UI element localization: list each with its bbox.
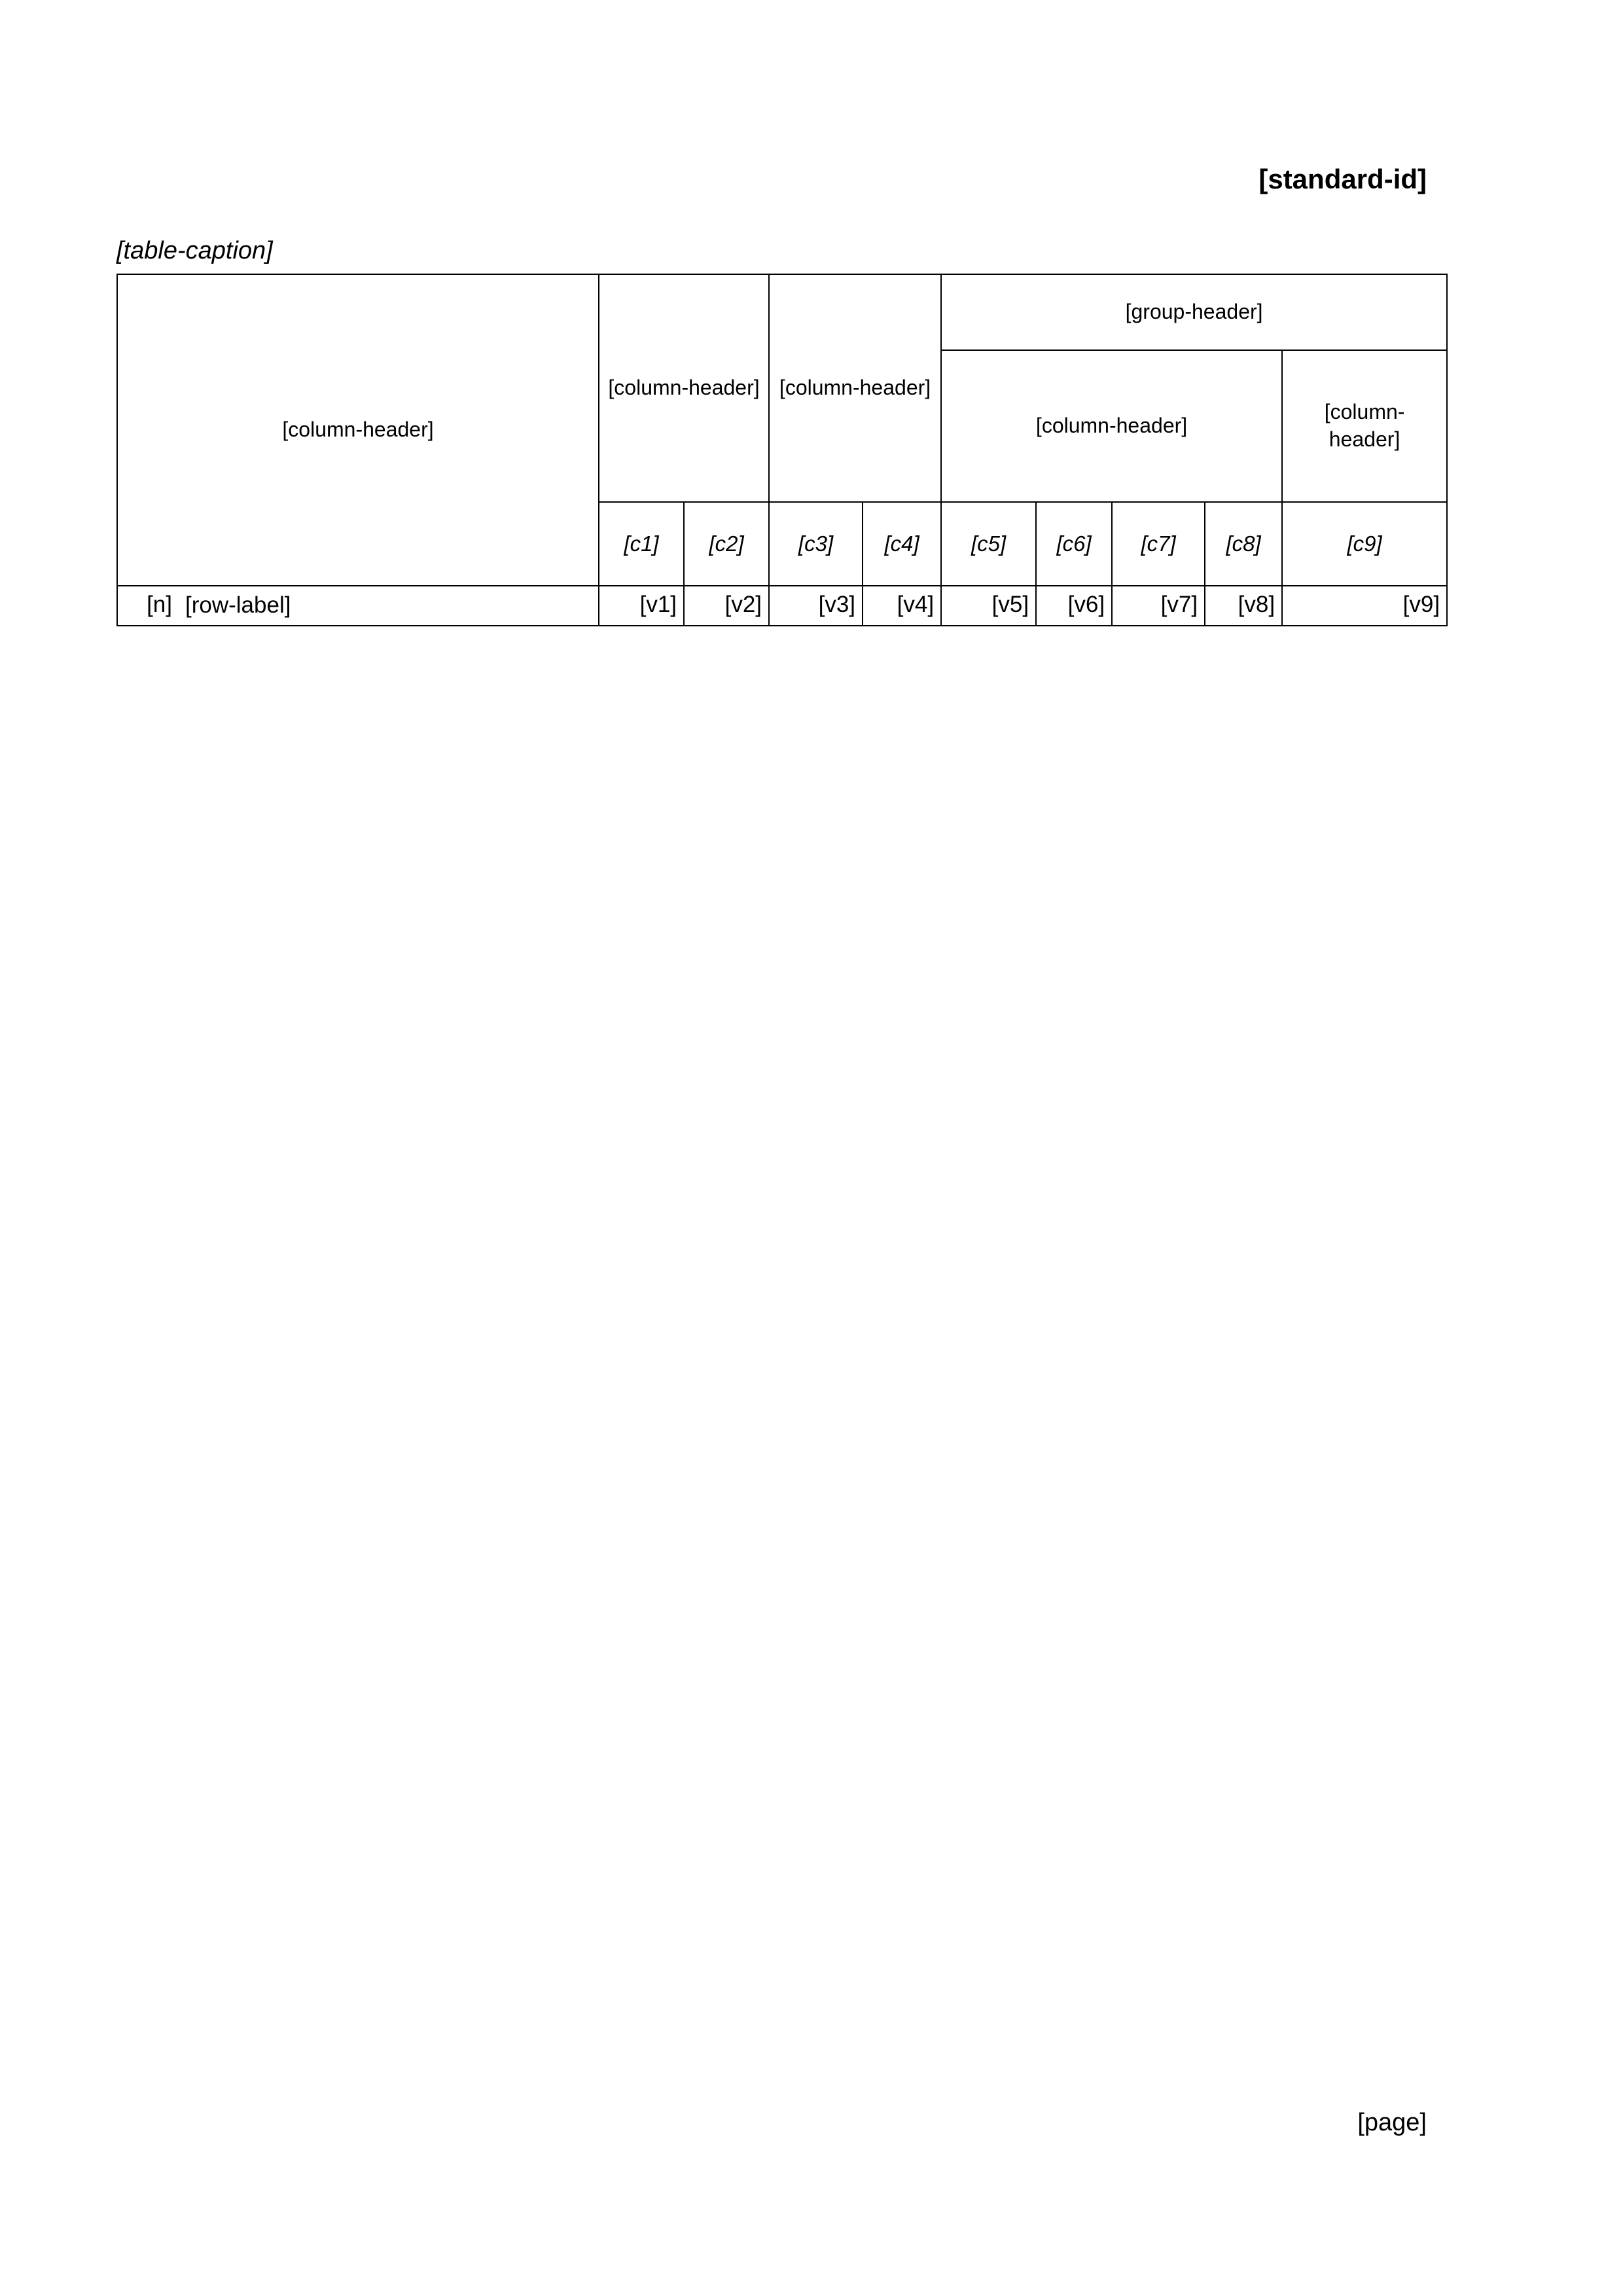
operational-header: [group-header] (941, 274, 1447, 350)
table-caption: [table-caption] (116, 237, 273, 264)
value-cell: [v8] (1205, 586, 1282, 626)
value-cell: [v5] (941, 586, 1036, 626)
column-symbol: [c2] (684, 502, 769, 586)
value-cell: [v9] (1282, 586, 1447, 626)
analytes-table (116, 274, 1448, 626)
column-symbol: [c4] (863, 502, 941, 586)
tolerance-header: [column-header] (769, 274, 941, 502)
column-symbol: [c7] (1112, 502, 1205, 586)
analytes-header: [column-header] (117, 274, 599, 586)
column-symbol: [c8] (1205, 502, 1282, 586)
column-symbol: [c9] (1282, 502, 1447, 586)
table-row (117, 586, 1447, 626)
value-cell: [v3] (769, 586, 863, 626)
single-header: [column-header] (1282, 350, 1447, 502)
column-symbol: [c5] (941, 502, 1036, 586)
row-label: [row-label] (179, 586, 599, 626)
column-symbol: [c1] (599, 502, 684, 586)
value-cell: [v1] (599, 586, 684, 626)
row-index: [n] (117, 586, 179, 626)
value-cell: [v6] (1036, 586, 1112, 626)
value-cell: [v7] (1112, 586, 1205, 626)
standard-id: [standard-id] (1258, 164, 1427, 194)
series-header: [column-header] (941, 350, 1282, 502)
bio-variation-header: [column-header] (599, 274, 769, 502)
value-cell: [v2] (684, 586, 769, 626)
column-symbol: [c3] (769, 502, 863, 586)
column-symbol: [c6] (1036, 502, 1112, 586)
page-number: [page] (1357, 2109, 1427, 2136)
value-cell: [v4] (863, 586, 941, 626)
